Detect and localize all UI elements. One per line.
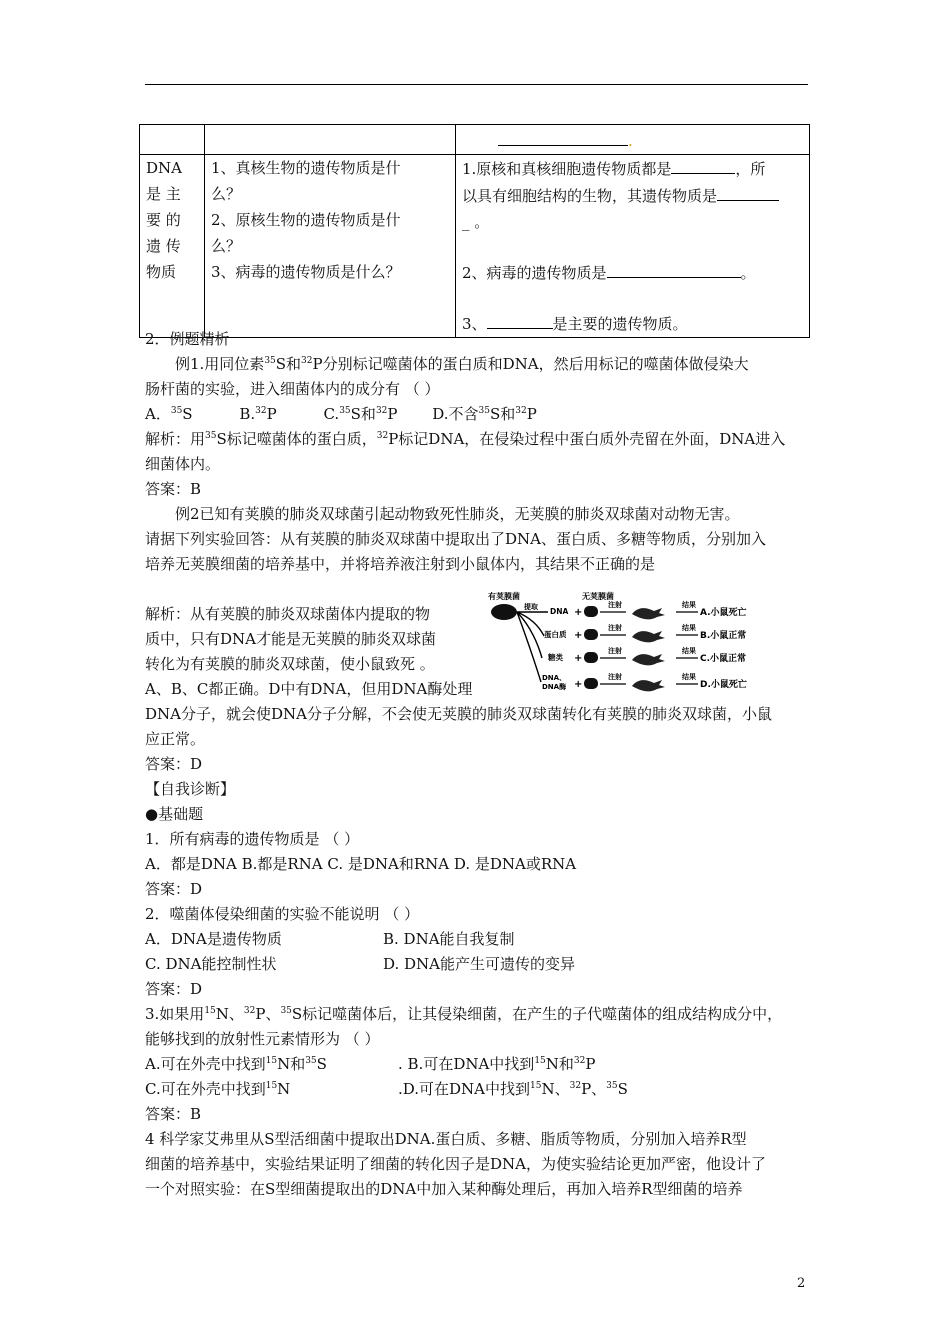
result-text: A.小鼠死亡 bbox=[700, 608, 747, 618]
example-2-line1: 例2已知有荚膜的肺炎双球菌引起动物致死性肺炎，无荚膜的肺炎双球菌对动物无害。 bbox=[175, 505, 740, 523]
table-row bbox=[140, 125, 810, 155]
culture-icon bbox=[584, 678, 598, 689]
question-3 bbox=[145, 1002, 782, 1026]
isotope: 15 bbox=[265, 1081, 278, 1091]
diagram-row bbox=[544, 623, 746, 642]
text: S标记噬菌体后，让其侵染细菌，在产生的子代噬菌体的组成结构成分中， bbox=[291, 1005, 783, 1023]
answer-blank bbox=[607, 259, 741, 278]
isotope: 32 bbox=[375, 406, 388, 416]
example-2-answer: 答案：D bbox=[145, 755, 203, 773]
plus-sign: + bbox=[574, 653, 583, 664]
isotope: 35 bbox=[280, 1006, 292, 1016]
diagram-label-left: 有荚膜菌 bbox=[488, 592, 520, 601]
topic-line: 要 的 bbox=[146, 211, 181, 229]
text: P分别标记噬菌体的蛋白质和DNA，然后用标记的噬菌体做侵染大 bbox=[312, 355, 749, 373]
question-2-option-d: D. DNA能产生可遗传的变异 bbox=[383, 955, 576, 973]
answer-line bbox=[462, 310, 803, 337]
isotope: 32 bbox=[573, 1056, 586, 1066]
text: P bbox=[585, 1055, 596, 1073]
answer-line bbox=[462, 155, 803, 182]
topic-line: 是 主 bbox=[146, 185, 181, 203]
example-2-analysis: DNA分子，就会使DNA分子分解，不会使无荚膜的肺炎双球菌转化有荚膜的肺炎双球菌，小鼠 bbox=[145, 705, 772, 723]
text: P bbox=[266, 405, 277, 423]
text: P、 bbox=[255, 1005, 281, 1023]
text: N和 bbox=[277, 1055, 306, 1073]
culture-icon bbox=[584, 629, 598, 640]
isotope: 32 bbox=[515, 406, 527, 416]
question-2-answer: 答案：D bbox=[145, 980, 203, 998]
answer-blank bbox=[671, 155, 735, 174]
table-cell bbox=[205, 125, 456, 155]
text: S标记噬菌体的蛋白质， bbox=[216, 430, 377, 448]
option-b: B. bbox=[239, 405, 256, 423]
text: 3.如果用 bbox=[145, 1005, 205, 1023]
substance-label: DNA bbox=[550, 607, 569, 616]
question-1: 1．所有病毒的遗传物质是 （ ） bbox=[145, 830, 360, 848]
self-diagnosis-heading: 【自我诊断】 bbox=[145, 780, 236, 798]
example-2-line3: 培养无荚膜细菌的培养基中，并将培养液注射到小鼠体内，其结果不正确的是 bbox=[145, 555, 656, 573]
substance-label: 糖类 bbox=[548, 653, 563, 662]
example-1-answer: 答案：B bbox=[145, 480, 202, 498]
text: .D.可在DNA中找到 bbox=[398, 1080, 531, 1098]
example-1-options bbox=[145, 402, 537, 426]
result-text: C.小鼠正常 bbox=[700, 654, 747, 664]
question-1-answer: 答案：D bbox=[145, 880, 203, 898]
spacer bbox=[462, 235, 803, 259]
example-1-analysis-line2: 细菌体内。 bbox=[145, 455, 221, 473]
diagram-row bbox=[542, 672, 747, 691]
text: . B.可在DNA中找到 bbox=[398, 1055, 535, 1073]
table-row bbox=[140, 155, 810, 338]
substance-label: DNA、 bbox=[542, 674, 567, 682]
option-c: C. bbox=[323, 405, 340, 423]
answer-line bbox=[462, 259, 803, 286]
example-2-analysis: A、B、C都正确。D中有DNA，但用DNA酶处理 bbox=[145, 680, 473, 698]
bacteria-icon bbox=[491, 604, 517, 620]
text: N和 bbox=[545, 1055, 574, 1073]
isotope: 32 bbox=[569, 1081, 582, 1091]
extract-label: 提取 bbox=[524, 603, 538, 611]
question-3-line2: 能够找到的放射性元素情形为 （ ） bbox=[145, 1030, 380, 1048]
table-cell bbox=[456, 125, 810, 155]
inject-label: 注射 bbox=[608, 601, 622, 609]
question-4-line2: 细菌的培养基中，实验结果证明了细菌的转化因子是DNA，为使实验结论更加严密，他设计了 bbox=[145, 1155, 766, 1173]
answer-text: 以具有细胞结构的生物，其遗传物质是 bbox=[462, 187, 718, 205]
question-3-answer: 答案：B bbox=[145, 1105, 202, 1123]
question-2: 2．噬菌体侵染细菌的实验不能说明 （ ） bbox=[145, 905, 420, 923]
text: C.可在外壳中找到 bbox=[145, 1080, 266, 1098]
example-2-analysis: 应正常。 bbox=[145, 730, 206, 748]
question-1-options: A．都是DNA B.都是RNA C. 是DNA和RNA D. 是DNA或RNA bbox=[145, 855, 577, 873]
question-2-option-a: A．DNA是遗传物质 bbox=[145, 930, 282, 948]
page-number: 2 bbox=[797, 1276, 806, 1291]
answer-text: 1.原核和真核细胞遗传物质都是 bbox=[462, 160, 672, 178]
diagram-row bbox=[548, 646, 746, 665]
text: N、 bbox=[541, 1080, 570, 1098]
mouse-icon bbox=[632, 680, 665, 691]
result-label: 结果 bbox=[682, 673, 696, 681]
isotope: 35 bbox=[205, 431, 217, 441]
answer-line: _ 。 bbox=[462, 213, 490, 231]
text: P bbox=[387, 405, 398, 423]
question-line: 么？ bbox=[211, 237, 242, 255]
result-text: B.小鼠正常 bbox=[700, 631, 747, 641]
spacer bbox=[462, 286, 803, 310]
mouse-icon bbox=[632, 631, 665, 642]
topic-line: 物质 bbox=[146, 263, 177, 281]
text: 例1.用同位素 bbox=[175, 355, 265, 373]
mouse-icon bbox=[632, 654, 665, 665]
isotope: 15 bbox=[204, 1006, 216, 1016]
answer-text: ，所 bbox=[735, 160, 766, 178]
example-1-line2: 肠杆菌的实验，进入细菌体内的成分有 （ ） bbox=[145, 380, 440, 398]
plus-sign: + bbox=[574, 630, 583, 641]
header-rule bbox=[145, 84, 808, 85]
experiment-diagram bbox=[486, 590, 796, 700]
answer-blank bbox=[487, 310, 553, 329]
question-2-option-c: C. DNA能控制性状 bbox=[145, 955, 277, 973]
question-3-option-c bbox=[145, 1077, 290, 1101]
text: S和 bbox=[275, 355, 302, 373]
diagram-row bbox=[550, 600, 747, 619]
diagram-label-right: 无荚膜菌 bbox=[582, 592, 614, 601]
topic-cell bbox=[140, 155, 205, 338]
isotope: 32 bbox=[301, 356, 313, 366]
answer-blank bbox=[498, 125, 628, 146]
section-heading: 2．例题精析 bbox=[145, 330, 230, 348]
text: P标记DNA，在侵染过程中蛋白质外壳留在外面，DNA进入 bbox=[388, 430, 786, 448]
question-3-option-d bbox=[398, 1077, 628, 1101]
result-text: D.小鼠死亡 bbox=[700, 680, 747, 690]
text: A.可在外壳中找到 bbox=[145, 1055, 266, 1073]
text: 解析：用 bbox=[145, 430, 206, 448]
result-label: 结果 bbox=[682, 647, 696, 655]
text: S和 bbox=[489, 405, 516, 423]
isotope: 35 bbox=[478, 406, 490, 416]
answer-text: 是主要的遗传物质。 bbox=[552, 315, 688, 333]
inject-label: 注射 bbox=[608, 624, 622, 632]
example-2-analysis: 解析：从有荚膜的肺炎双球菌体内提取的物 bbox=[145, 605, 431, 623]
text: P bbox=[526, 405, 537, 423]
text: S和 bbox=[350, 405, 376, 423]
culture-icon bbox=[584, 606, 598, 617]
isotope: 35 bbox=[606, 1081, 618, 1091]
text: S bbox=[182, 405, 193, 423]
topic-line: DNA bbox=[146, 159, 182, 177]
question-line: 1、真核生物的遗传物质是什 bbox=[211, 159, 401, 177]
isotope: 32 bbox=[376, 431, 389, 441]
marker-dot: . bbox=[628, 132, 633, 150]
question-4-line3: 一个对照实验：在S型细菌提取出的DNA中加入某种酶处理后，再加入培养R型细菌的培养 bbox=[145, 1180, 743, 1198]
substance-label: 蛋白质 bbox=[544, 630, 567, 639]
culture-icon bbox=[584, 652, 598, 663]
question-line: 2、原核生物的遗传物质是什 bbox=[211, 211, 401, 229]
isotope: 15 bbox=[530, 1081, 542, 1091]
example-1-analysis bbox=[145, 427, 785, 451]
inject-label: 注射 bbox=[608, 647, 622, 655]
isotope: 15 bbox=[265, 1056, 278, 1066]
answer-text: 3、 bbox=[462, 315, 487, 333]
answer-line bbox=[462, 182, 803, 209]
question-cell bbox=[205, 155, 456, 338]
result-label: 结果 bbox=[682, 601, 696, 609]
branch-arrows bbox=[517, 612, 548, 682]
summary-table bbox=[139, 124, 810, 338]
isotope: 32 bbox=[255, 406, 267, 416]
text: N bbox=[277, 1080, 291, 1098]
answer-cell bbox=[456, 155, 810, 338]
answer-text: 。 bbox=[740, 264, 756, 282]
text: P、 bbox=[581, 1080, 607, 1098]
inject-label: 注射 bbox=[608, 673, 622, 681]
topic-line: 遗 传 bbox=[146, 237, 181, 255]
question-line: 3、病毒的遗传物质是什么？ bbox=[211, 263, 401, 281]
text: N、 bbox=[215, 1005, 244, 1023]
isotope: 35 bbox=[339, 406, 351, 416]
text: S bbox=[316, 1055, 327, 1073]
isotope: 35 bbox=[305, 1056, 317, 1066]
example-2-analysis: 转化为有荚膜的肺炎双球菌，使小鼠致死 。 bbox=[145, 655, 435, 673]
question-3-option-a bbox=[145, 1052, 327, 1076]
text: S bbox=[617, 1080, 628, 1098]
substance-label: DNA酶 bbox=[542, 683, 567, 691]
option-a: A． bbox=[145, 405, 171, 423]
mouse-icon bbox=[632, 608, 665, 619]
isotope: 35 bbox=[264, 356, 276, 366]
option-d: D.不含 bbox=[432, 405, 479, 423]
example-2-analysis: 质中，只有DNA才能是无荚膜的肺炎双球菌 bbox=[145, 630, 436, 648]
isotope: 32 bbox=[243, 1006, 256, 1016]
example-1 bbox=[175, 352, 749, 376]
plus-sign: + bbox=[574, 679, 583, 690]
basic-heading: ●基础题 bbox=[145, 805, 204, 823]
question-2-option-b: B. DNA能自我复制 bbox=[383, 930, 515, 948]
isotope: 15 bbox=[534, 1056, 546, 1066]
answer-blank bbox=[717, 182, 779, 201]
question-line: 么？ bbox=[211, 185, 242, 203]
question-4-line1: 4 科学家艾弗里从S型活细菌中提取出DNA.蛋白质、多糖、脂质等物质，分别加入培养R型 bbox=[145, 1130, 747, 1148]
isotope: 35 bbox=[170, 406, 183, 416]
question-3-option-b bbox=[398, 1052, 595, 1076]
table-cell bbox=[140, 125, 205, 155]
plus-sign: + bbox=[574, 607, 583, 618]
example-2-line2: 请据下列实验回答：从有荚膜的肺炎双球菌中提取出了DNA、蛋白质、多糖等物质，分别加入 bbox=[145, 530, 766, 548]
answer-text: 2、病毒的遗传物质是 bbox=[462, 264, 607, 282]
result-label: 结果 bbox=[682, 624, 696, 632]
